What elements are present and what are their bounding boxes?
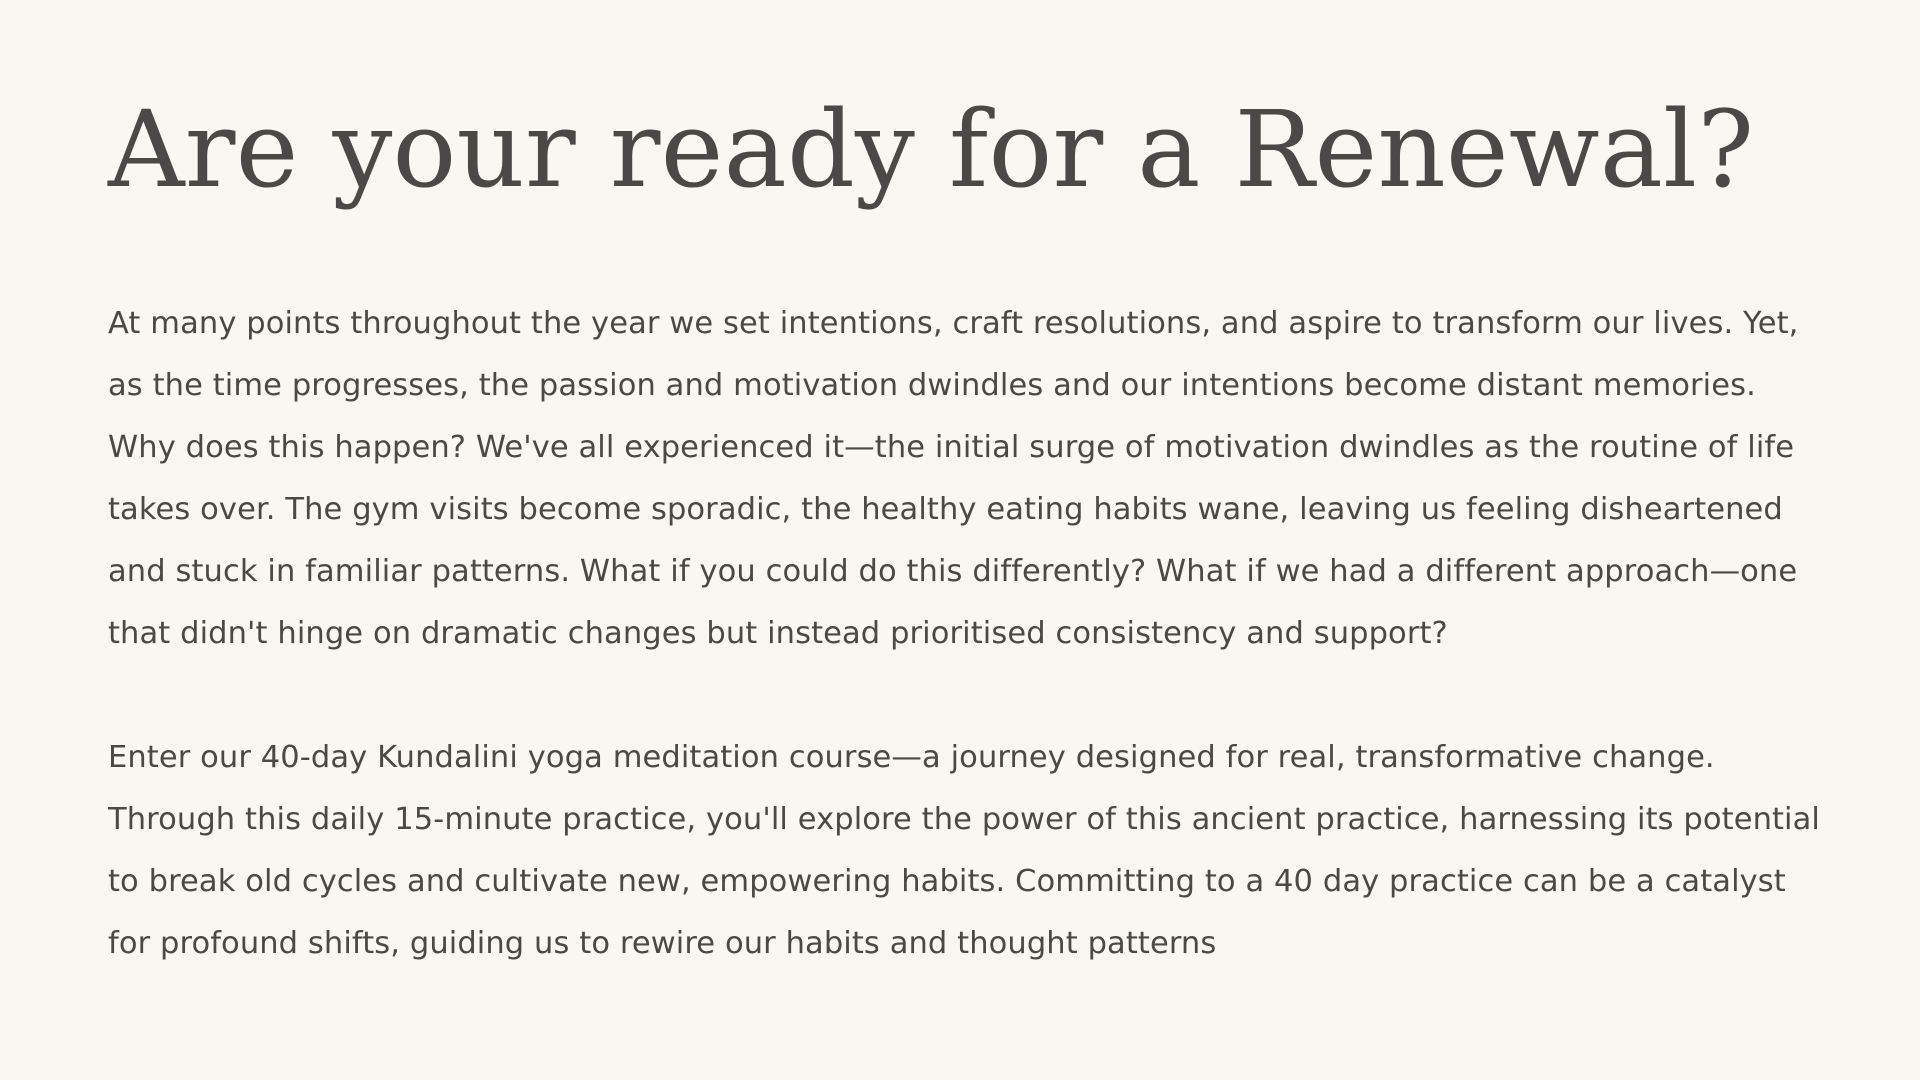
course-intro-paragraph: Enter our 40-day Kundalini yoga meditation course—a journey designed for real, transformative change. (108, 739, 1715, 775)
page-title: Are your ready for a Renewal? (108, 88, 1755, 211)
intro-paragraph: At many points throughout the year we set intentions, craft resolutions, and aspire to transform our lives. Yet, as the time progresses, the passion and motivation dwindles and our intentions become distant memories. Why does this happen? We've all experienced it—the initial surge of motivation dwindles as the routine of life takes over. The gym visits become sporadic, the healthy eating habits wane, leaving us feeling disheartened and stuck in familiar patterns. What if you could do this differently? What if we had a different approach—one that didn't hinge on dramatic changes but instead prioritised consistency and support? (108, 305, 1799, 651)
content-section (108, 88, 1828, 975)
paragraph-spacer (108, 665, 1828, 727)
practice-description-paragraph: Through this daily 15-minute practice, you'll explore the power of this ancient practice, harnessing its potential to break old cycles and cultivate new, empowering habits. Committing to a 40 day practice can be a catalyst for profound shifts, guiding us to rewire our habits and thought patterns (108, 801, 1820, 961)
body-text (108, 293, 1828, 975)
